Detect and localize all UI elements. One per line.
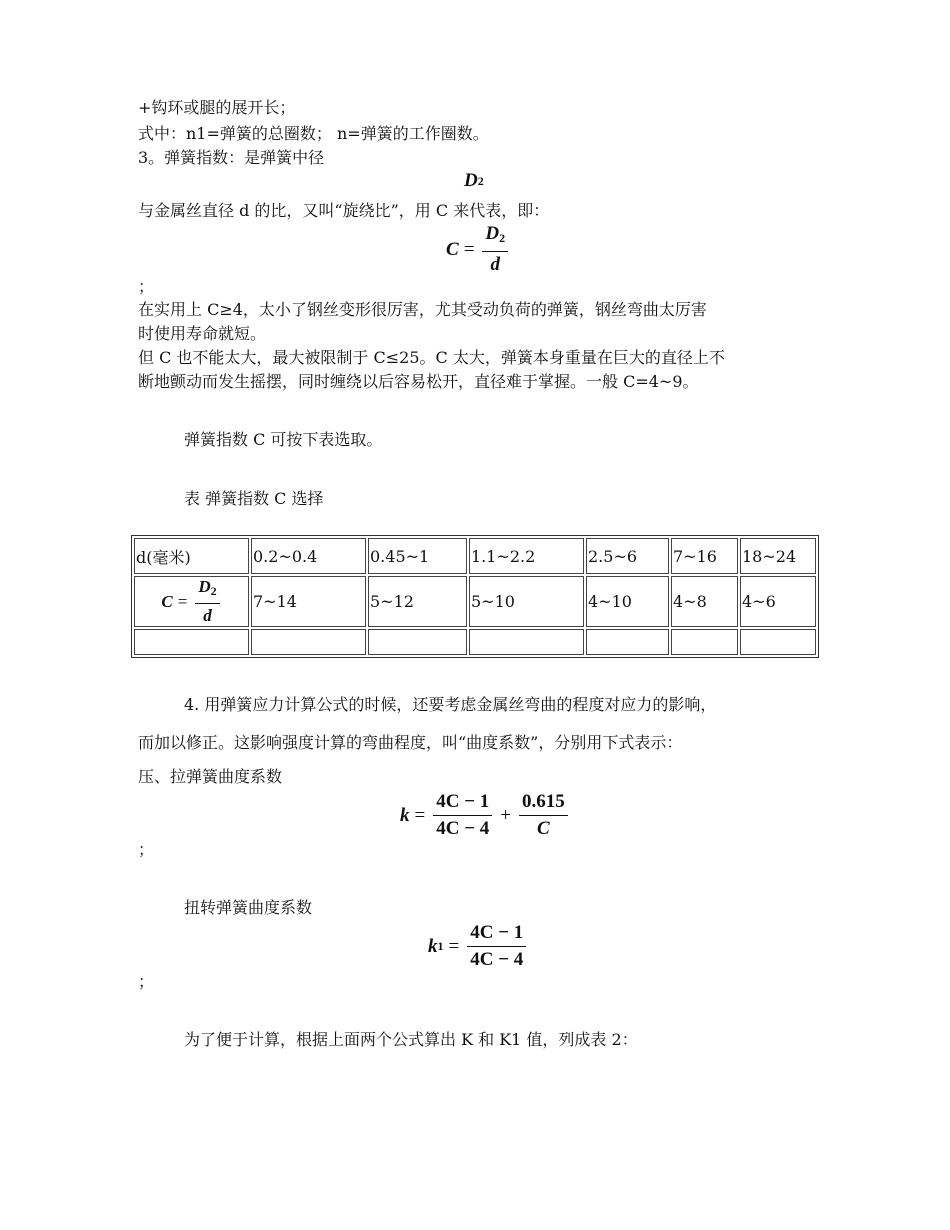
fraction: $\frac{4C - 1}{4C - 4}$ [433, 791, 492, 840]
text-line: 为了便于计算，根据上面两个公式算出 K 和 K1 值，列成表 2： [184, 1030, 638, 1049]
table-caption: 表 弹簧指数 C 选择 [184, 489, 324, 508]
fraction: $\frac{0.615}{C}$ [519, 791, 568, 840]
table-cell: 4~8 [671, 576, 738, 627]
text-line: ； [138, 277, 155, 296]
table-cell [469, 629, 584, 655]
table-cell [671, 629, 738, 655]
text-line: 4. 用弹簧应力计算公式的时候，还要考虑金属丝弯曲的程度对应力的影响， [184, 695, 717, 714]
text-line: 式中：n1=弹簧的总圈数； n=弹簧的工作圈数。 [138, 124, 489, 143]
table-cell: 0.45~1 [368, 538, 467, 574]
text-line: 时使用寿命就短。 [138, 324, 267, 343]
text-line: 扭转弹簧曲度系数 [184, 898, 313, 917]
text-line: 与金属丝直径 d 的比，又叫“旋绕比”，用 C 来代表，即： [138, 201, 550, 220]
table-cell: 7~14 [251, 576, 366, 627]
formula-k: k = $\frac{4C - 1}{4C - 4}$ + $\frac{0.615}{C}$ [400, 791, 571, 840]
text-line: 而加以修正。这影响强度计算的弯曲程度，叫“曲度系数”，分别用下式表示： [138, 733, 683, 752]
table-cell: 7~16 [671, 538, 738, 574]
text-line: 3。弹簧指数：是弹簧中径 [138, 148, 325, 167]
fraction: $\frac{4C - 1}{4C - 4}$ [467, 922, 526, 971]
table-row [134, 576, 816, 627]
text-line: 但 C 也不能太大，最大被限制于 C≤25。C 太大，弹簧本身重量在巨大的直径上不 [138, 348, 725, 367]
table-cell: 4~6 [740, 576, 816, 627]
text-line: 弹簧指数 C 可按下表选取。 [184, 430, 383, 449]
table-cell: 5~10 [469, 576, 584, 627]
table-cell [368, 629, 467, 655]
table-cell: d(毫米) [134, 538, 249, 574]
fraction: $\frac{D_2}{d}$ [482, 223, 508, 276]
table-cell: 1.1~2.2 [469, 538, 584, 574]
text-line: ； [138, 840, 155, 859]
table-row [134, 629, 816, 655]
table-row [134, 538, 816, 574]
table-cell: 18~24 [740, 538, 816, 574]
table-cell [134, 629, 249, 655]
table-cell: 4~10 [586, 576, 669, 627]
table-cell [586, 629, 669, 655]
formula-c-in-table: C = $\frac{D_2}{d}$ [136, 577, 248, 626]
table-cell [740, 629, 816, 655]
table-cell [134, 576, 249, 627]
formula-c-definition: C = $\frac{D_2}{d}$ [446, 223, 511, 276]
spring-index-table [131, 535, 819, 658]
formula-k1: k 1 = $\frac{4C - 1}{4C - 4}$ [428, 922, 529, 971]
text-line: 在实用上 C≥4，太小了钢丝变形很厉害，尤其受动负荷的弹簧，钢丝弯曲太厉害 [138, 300, 707, 319]
formula-d2: D 2 [464, 170, 484, 191]
text-line: +钩环或腿的展开长； [138, 98, 296, 117]
text-line: 断地颤动而发生摇摆，同时缠绕以后容易松开，直径难于掌握。一般 C=4~9。 [138, 372, 699, 391]
text-line: 压、拉弹簧曲度系数 [138, 767, 283, 786]
table-cell: 0.2~0.4 [251, 538, 366, 574]
text-line: ； [138, 972, 155, 991]
table-cell: 5~12 [368, 576, 467, 627]
table-cell: 2.5~6 [586, 538, 669, 574]
table-cell [251, 629, 366, 655]
